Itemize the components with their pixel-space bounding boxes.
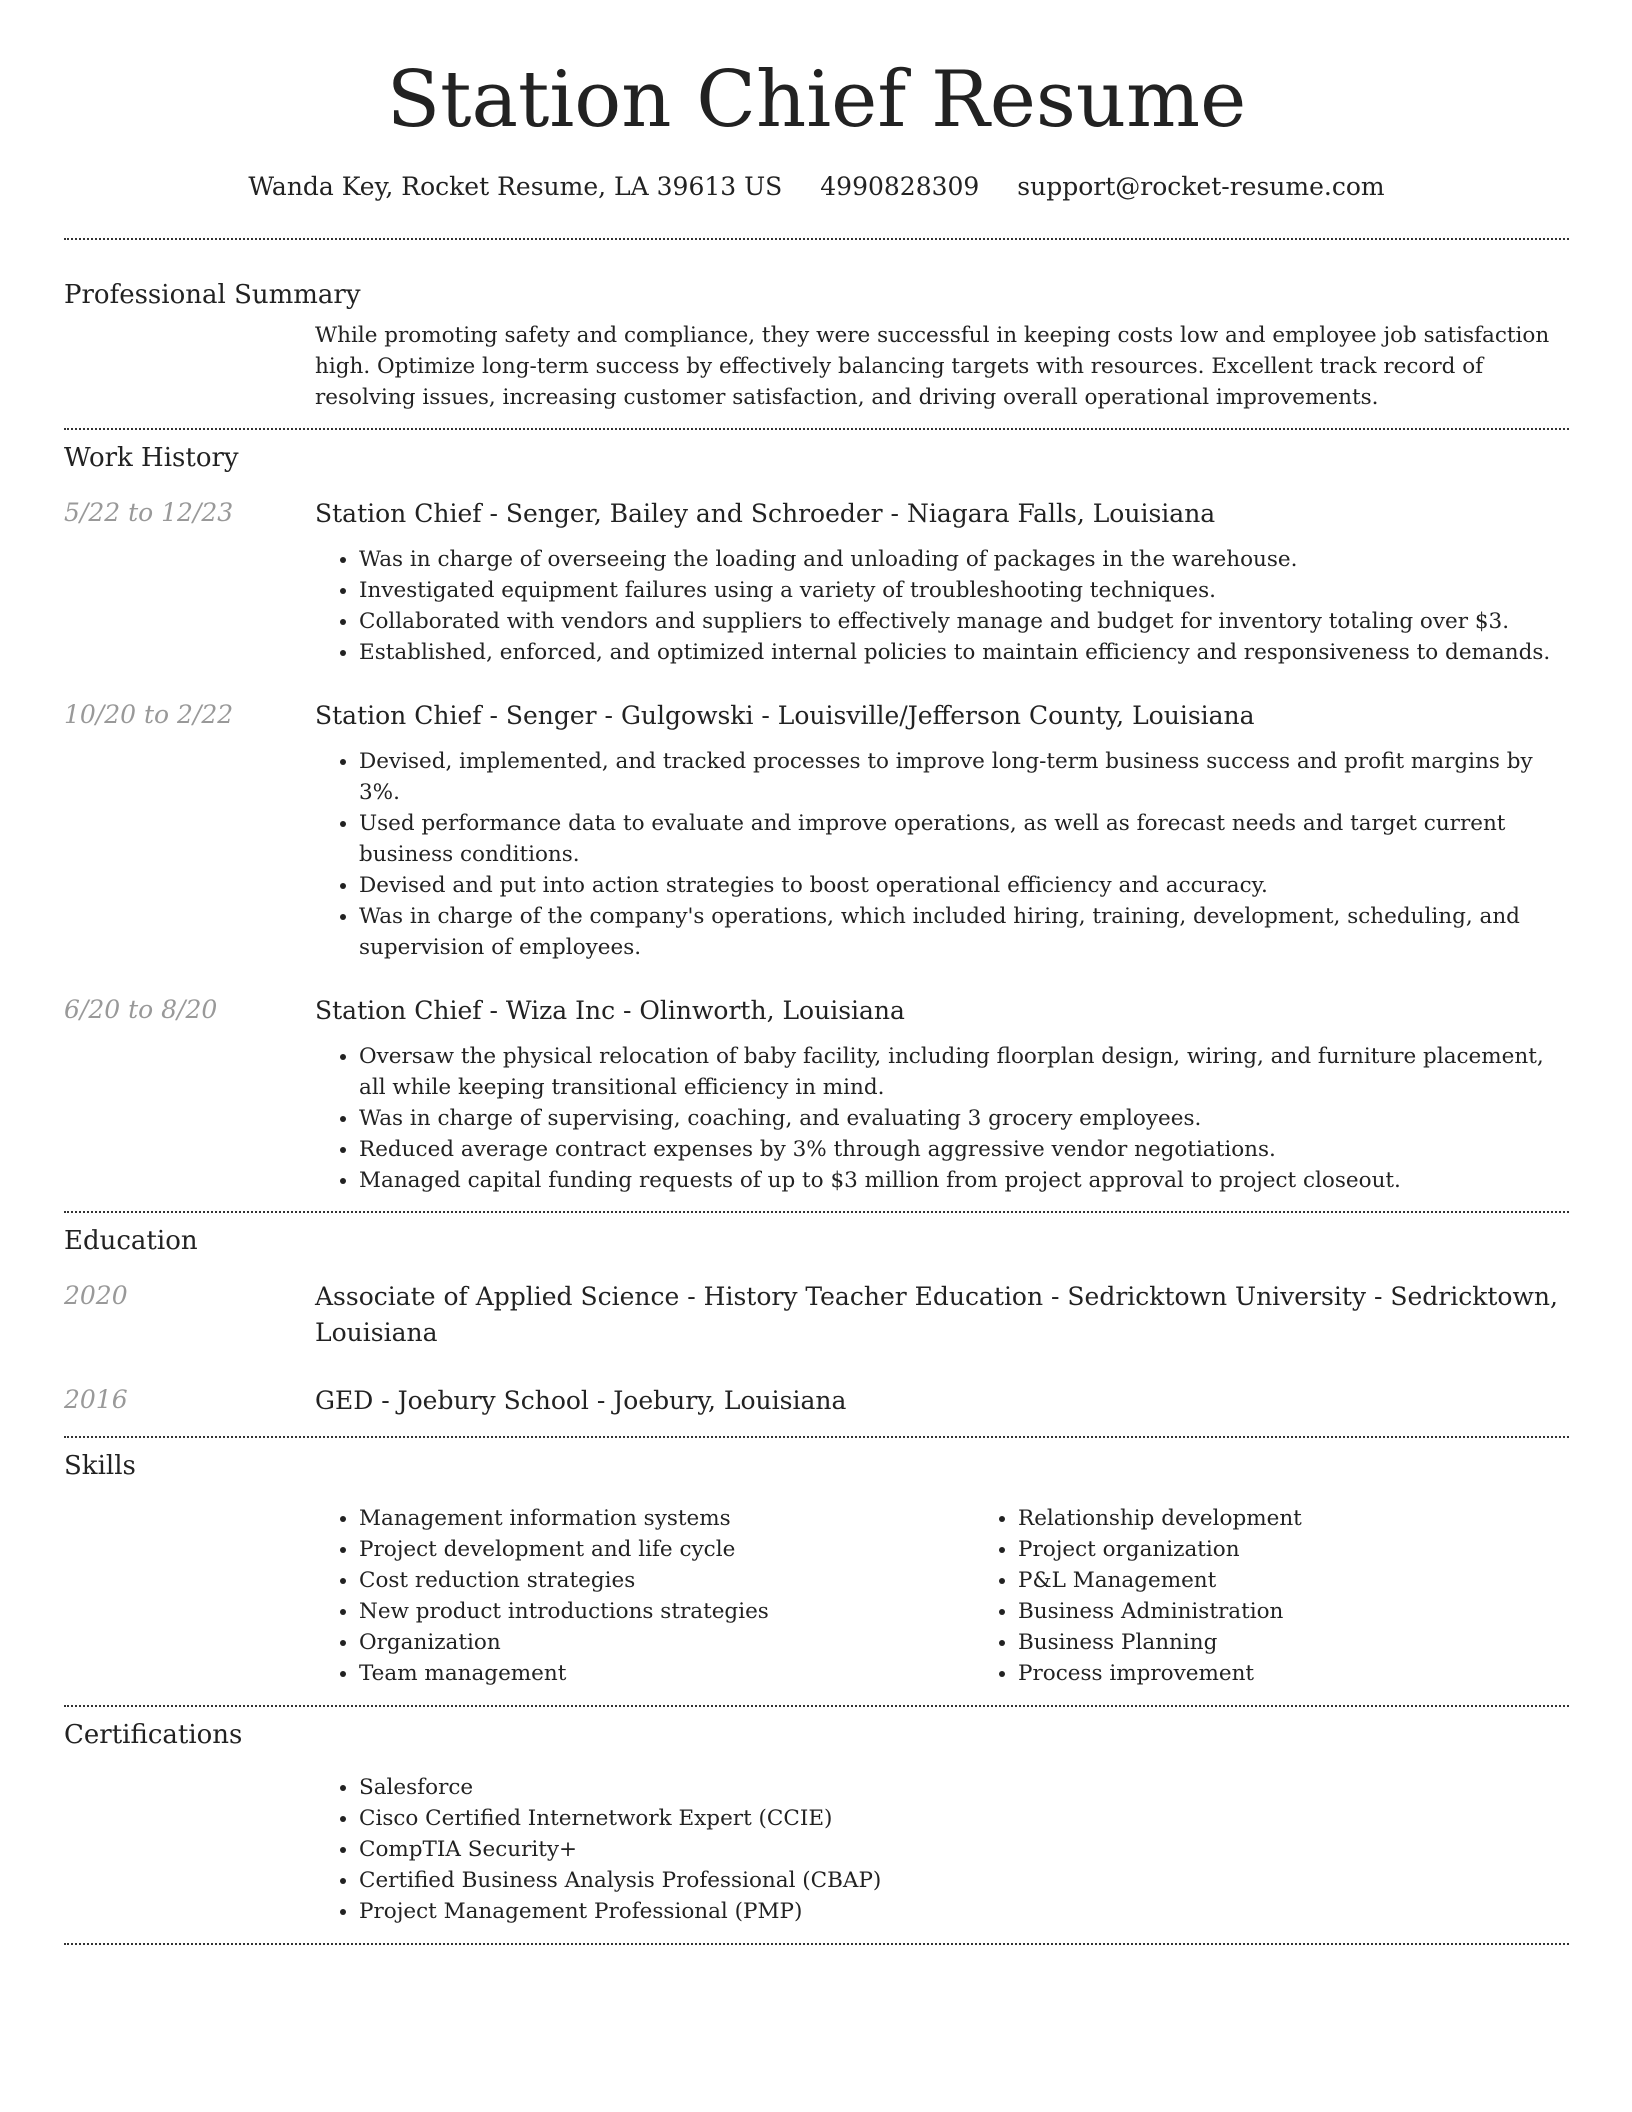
skills-heading: Skills (64, 1451, 136, 1481)
skills-list-right (974, 1503, 1632, 1689)
skills-spacer (64, 1503, 315, 1689)
list-item: • Certified Business Analysis Professional (CBAP) (359, 1865, 1569, 1896)
list-item: • Salesforce (359, 1772, 1569, 1803)
contact-address: Wanda Key, Rocket Resume, LA 39613 US (248, 172, 783, 201)
certifications-heading: Certifications (64, 1720, 243, 1750)
list-item: • Was in charge of supervising, coaching, and evaluating 3 grocery employees. (359, 1103, 1569, 1134)
divider (64, 1436, 1569, 1438)
education-title: GED - Joebury School - Joebury, Louisiana (315, 1386, 847, 1415)
certifications-spacer (64, 1772, 315, 1927)
page-title: Station Chief Resume (386, 55, 1247, 145)
work-section (64, 441, 1569, 1196)
job-entry (64, 993, 1569, 1196)
list-item: • Management information systems (359, 1503, 974, 1534)
list-item: • Project organization (1018, 1534, 1632, 1565)
education-entry (64, 1279, 1569, 1351)
list-item: • Managed capital funding requests of up to $3 million from project approval to project closeout. (359, 1165, 1569, 1196)
list-item: • P&L Management (1018, 1565, 1632, 1596)
job-title: Station Chief - Senger - Gulgowski - Louisville/Jefferson County, Louisiana (315, 701, 1255, 730)
list-item: • Cisco Certified Internetwork Expert (CCIE) (359, 1803, 1569, 1834)
list-item: • Used performance data to evaluate and improve operations, as well as forecast needs and target current business conditions. (359, 808, 1569, 870)
certifications-body (315, 1772, 1569, 1927)
list-item: • Established, enforced, and optimized internal policies to maintain efficiency and responsiveness to demands. (359, 637, 1569, 668)
list-item: • CompTIA Security+ (359, 1834, 1569, 1865)
contact-phone: 4990828309 (820, 172, 980, 201)
job-entry (64, 698, 1569, 963)
job-dates: 5/22 to 12/23 (64, 498, 234, 527)
summary-heading: Professional Summary (64, 280, 361, 310)
job-title: Station Chief - Wiza Inc - Olinworth, Louisiana (315, 996, 905, 1025)
divider (64, 1211, 1569, 1213)
skills-columns (315, 1503, 1632, 1689)
list-item: • Was in charge of the company's operations, which included hiring, training, development, scheduling, and supervision of employees. (359, 901, 1569, 963)
contact-email: support@rocket-resume.com (1017, 172, 1385, 201)
job-title: Station Chief - Senger, Bailey and Schroeder - Niagara Falls, Louisiana (315, 499, 1216, 528)
summary-text: While promoting safety and compliance, they were successful in keeping costs low and employee job satisfaction high. Optimize long-term success by effectively balancing targets with resources. Excellent track record of resolving issues, increasing customer satisfaction, and driving overall operational improvements. (315, 323, 1550, 410)
job-dates: 6/20 to 8/20 (64, 995, 218, 1024)
job-body (315, 496, 1569, 668)
list-item: • Devised, implemented, and tracked processes to improve long-term business success and profit margins by 3%. (359, 746, 1569, 808)
job-body (315, 698, 1569, 963)
job-bullets (315, 544, 1569, 668)
education-year: 2016 (64, 1385, 128, 1414)
list-item: • Project development and life cycle (359, 1534, 974, 1565)
education-heading: Education (64, 1226, 198, 1256)
skills-section (64, 1449, 1569, 1689)
work-heading: Work History (64, 443, 239, 473)
summary-spacer (64, 320, 315, 413)
divider (64, 1705, 1569, 1707)
list-item: • Business Planning (1018, 1627, 1632, 1658)
skills-row (64, 1503, 1569, 1689)
education-section (64, 1224, 1569, 1419)
list-item: • Business Administration (1018, 1596, 1632, 1627)
list-item: • Process improvement (1018, 1658, 1632, 1689)
education-entry (64, 1383, 1569, 1419)
job-body (315, 993, 1569, 1196)
summary-row (64, 320, 1569, 413)
list-item: • Reduced average contract expenses by 3% through aggressive vendor negotiations. (359, 1134, 1569, 1165)
list-item: • New product introductions strategies (359, 1596, 974, 1627)
list-item: • Investigated equipment failures using a variety of troubleshooting techniques. (359, 575, 1569, 606)
certifications-section (64, 1718, 1569, 1927)
list-item: • Oversaw the physical relocation of baby facility, including floorplan design, wiring, and furniture placement, all while keeping transitional efficiency in mind. (359, 1041, 1569, 1103)
list-item: • Team management (359, 1658, 974, 1689)
job-entry (64, 496, 1569, 668)
education-title: Associate of Applied Science - History Teacher Education - Sedricktown University - Sedricktown, Louisiana (315, 1282, 1558, 1347)
contact-line (64, 170, 1569, 204)
certifications-list (315, 1772, 1569, 1927)
certifications-row (64, 1772, 1569, 1927)
list-item: • Was in charge of overseeing the loading and unloading of packages in the warehouse. (359, 544, 1569, 575)
divider (64, 1943, 1569, 1945)
job-bullets (315, 1041, 1569, 1196)
list-item: • Relationship development (1018, 1503, 1632, 1534)
education-year: 2020 (64, 1281, 128, 1310)
list-item: • Project Management Professional (PMP) (359, 1896, 1569, 1927)
list-item: • Devised and put into action strategies to boost operational efficiency and accuracy. (359, 870, 1569, 901)
job-dates: 10/20 to 2/22 (64, 700, 234, 729)
summary-section (64, 278, 1569, 413)
job-bullets (315, 746, 1569, 963)
divider (64, 238, 1569, 240)
list-item: • Cost reduction strategies (359, 1565, 974, 1596)
list-item: • Collaborated with vendors and suppliers to effectively manage and budget for inventory totaling over $3. (359, 606, 1569, 637)
list-item: • Organization (359, 1627, 974, 1658)
skills-list-left (315, 1503, 974, 1689)
divider (64, 428, 1569, 430)
